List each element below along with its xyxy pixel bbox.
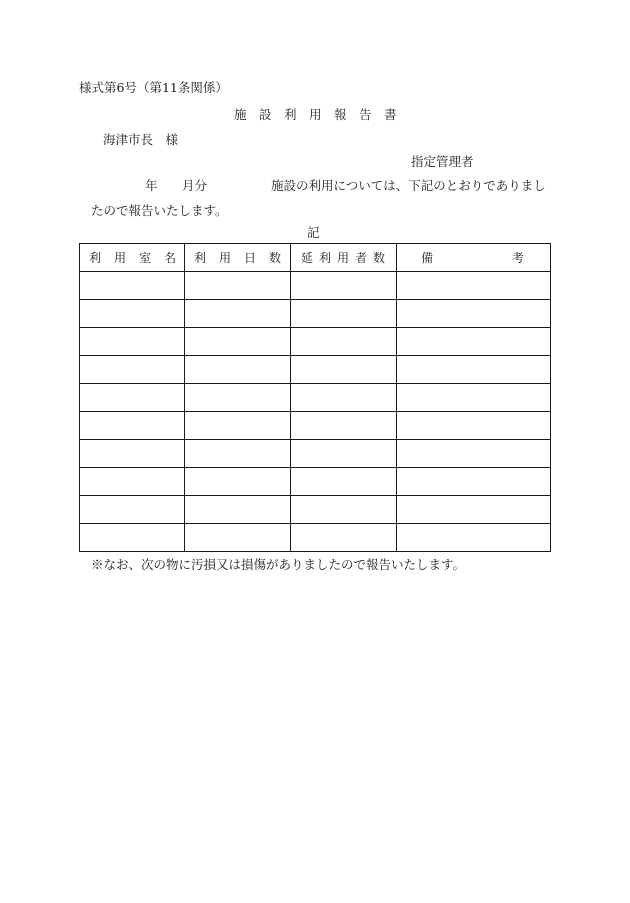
- table-cell[interactable]: [397, 496, 551, 524]
- header-char: 者: [354, 250, 367, 265]
- header-char: 名: [163, 250, 176, 265]
- month-label: 月分: [182, 178, 208, 193]
- header-char: 用: [218, 250, 231, 265]
- table-row: [80, 440, 551, 468]
- table-row: [80, 328, 551, 356]
- table-row: [80, 412, 551, 440]
- header-char: 利: [194, 250, 207, 265]
- table-cell[interactable]: [397, 412, 551, 440]
- header-char: 備: [421, 250, 434, 265]
- column-header-remarks: [397, 244, 551, 272]
- header-char: 数: [268, 250, 281, 265]
- table-body: [80, 272, 551, 552]
- table-cell[interactable]: [291, 524, 397, 552]
- designated-manager-label: 指定管理者: [411, 154, 474, 169]
- table-cell[interactable]: [291, 440, 397, 468]
- header-char: 日: [243, 250, 256, 265]
- header-char: 室: [138, 250, 151, 265]
- header-char: 数: [372, 250, 385, 265]
- table-row: [80, 468, 551, 496]
- table-cell[interactable]: [397, 272, 551, 300]
- table-cell[interactable]: [185, 384, 291, 412]
- table-row: [80, 496, 551, 524]
- column-header-total-users: [291, 244, 397, 272]
- header-char: 考: [511, 250, 524, 265]
- table-cell[interactable]: [397, 356, 551, 384]
- table-cell[interactable]: [80, 468, 185, 496]
- table-row: [80, 300, 551, 328]
- table-cell[interactable]: [80, 440, 185, 468]
- table-header-row: [80, 244, 551, 272]
- record-heading: 記: [307, 225, 320, 240]
- addressee: 海津市長 様: [103, 132, 179, 147]
- table-cell[interactable]: [397, 300, 551, 328]
- table-cell[interactable]: [291, 384, 397, 412]
- table-cell[interactable]: [291, 272, 397, 300]
- header-char: 利: [318, 250, 331, 265]
- table-cell[interactable]: [185, 412, 291, 440]
- table-cell[interactable]: [185, 300, 291, 328]
- footnote: ※なお、次の物に汚損又は損傷がありましたので報告いたします。: [91, 557, 466, 572]
- header-char: 用: [336, 250, 349, 265]
- table-cell[interactable]: [291, 300, 397, 328]
- table-cell[interactable]: [185, 272, 291, 300]
- table-cell[interactable]: [80, 412, 185, 440]
- column-header-room-name: [80, 244, 185, 272]
- table-cell[interactable]: [185, 440, 291, 468]
- document-title: 施 設 利 用 報 告 書: [234, 107, 397, 122]
- table-cell[interactable]: [185, 496, 291, 524]
- table-cell[interactable]: [80, 496, 185, 524]
- table-cell[interactable]: [291, 356, 397, 384]
- table-cell[interactable]: [80, 272, 185, 300]
- table-cell[interactable]: [185, 356, 291, 384]
- table-cell[interactable]: [185, 468, 291, 496]
- table-cell[interactable]: [185, 524, 291, 552]
- table-row: [80, 524, 551, 552]
- header-char: 用: [113, 250, 126, 265]
- table-row: [80, 356, 551, 384]
- table-cell[interactable]: [80, 300, 185, 328]
- table-row: [80, 384, 551, 412]
- header-char: 延: [301, 250, 314, 265]
- table-cell[interactable]: [397, 384, 551, 412]
- table-cell[interactable]: [80, 524, 185, 552]
- form-number: 様式第6号（第11条関係）: [79, 80, 228, 95]
- table-cell[interactable]: [80, 356, 185, 384]
- table-cell[interactable]: [185, 328, 291, 356]
- usage-report-table: [79, 243, 551, 552]
- table-row: [80, 272, 551, 300]
- column-header-usage-days: [185, 244, 291, 272]
- year-label: 年: [145, 178, 158, 193]
- table-cell[interactable]: [397, 328, 551, 356]
- table-cell[interactable]: [80, 328, 185, 356]
- header-char: 利: [89, 250, 102, 265]
- table-cell[interactable]: [291, 328, 397, 356]
- table-cell[interactable]: [397, 524, 551, 552]
- table-cell[interactable]: [291, 496, 397, 524]
- table-cell[interactable]: [397, 440, 551, 468]
- body-text-line-1: 施設の利用については、下記のとおりでありまし: [271, 178, 546, 193]
- body-text-line-2: たので報告いたします。: [91, 203, 228, 218]
- table-cell[interactable]: [80, 384, 185, 412]
- table-cell[interactable]: [291, 412, 397, 440]
- table-cell[interactable]: [291, 468, 397, 496]
- table-cell[interactable]: [397, 468, 551, 496]
